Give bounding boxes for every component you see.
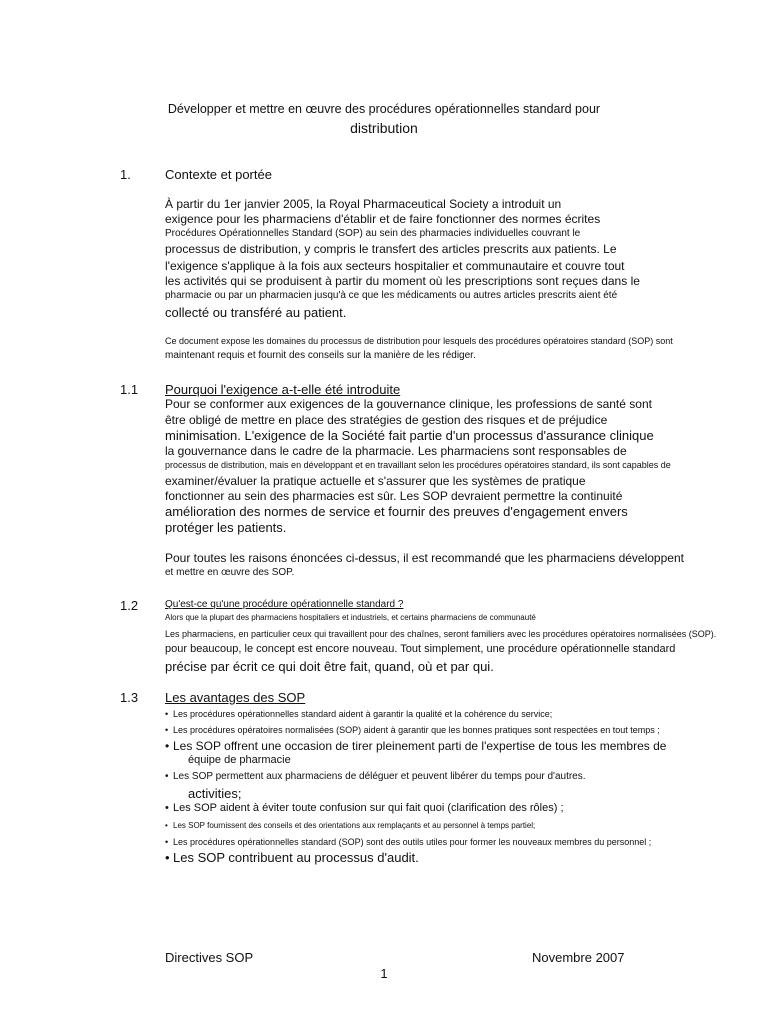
paragraph-line: collecté ou transféré au patient. — [165, 305, 347, 320]
list-item-text: Les procédures opératoires normalisées (SOP) aident à garantir que les bonnes pratiques sont respectées en tout temps ; — [173, 725, 660, 735]
section-heading: Contexte et portée — [165, 167, 272, 182]
list-item-text: Les procédures opérationnelles standard aident à garantir la qualité et la cohérence du service; — [173, 709, 553, 719]
paragraph-line: protéger les patients. — [165, 520, 287, 535]
paragraph-line: être obligé de mettre en place des stratégies de gestion des risques et de préjudice — [165, 413, 608, 427]
paragraph-line: minimisation. L'exigence de la Société fait partie d'un processus d'assurance clinique — [165, 428, 654, 443]
list-item-text: Les SOP fournissent des conseils et des orientations aux remplaçants et au personnel à temps partiel; — [173, 821, 536, 830]
paragraph-line: processus de distribution, mais en développant et en travaillant selon les procédures opératoires standard, ils sont capables de — [165, 460, 671, 470]
section-number: 1.3 — [120, 690, 139, 705]
list-item-continuation: équipe de pharmacie — [188, 754, 291, 766]
paragraph-line: Ce document expose les domaines du processus de distribution pour lesquels des procédures opératoires standard (SOP) sont — [165, 336, 673, 346]
paragraph-line: exigence pour les pharmaciens d'établir et de faire fonctionner des normes écrites — [165, 212, 601, 226]
paragraph-line: précise par écrit ce qui doit être fait, quand, où et par qui. — [165, 659, 494, 674]
list-item-text: Les SOP offrent une occasion de tirer pleinement parti de l'expertise de tous les membres de — [173, 739, 667, 753]
paragraph-line: maintenant requis et fournit des conseils sur la manière de les rédiger. — [165, 350, 476, 361]
list-item — [165, 837, 651, 847]
footer-title: Directives SOP — [165, 950, 254, 965]
bullet-icon: • — [165, 802, 169, 814]
paragraph-line: amélioration des normes de service et fournir des preuves d'engagement envers — [165, 504, 628, 519]
section-heading: Pourquoi l'exigence a-t-elle été introduite — [165, 382, 401, 397]
paragraph-line: Alors que la plupart des pharmaciens hospitaliers et industriels, et certains pharmaciens de communauté — [165, 613, 536, 622]
paragraph-line: Pour se conformer aux exigences de la gouvernance clinique, les professions de santé sont — [165, 397, 652, 411]
paragraph-line: processus de distribution, y compris le transfert des articles prescrits aux patients. Le — [165, 242, 617, 256]
paragraph-line: les activités qui se produisent à partir du moment où les prescriptions sont reçues dans le — [165, 274, 640, 288]
list-item — [165, 850, 419, 865]
bullet-icon: • — [165, 850, 170, 865]
list-item — [165, 821, 535, 830]
paragraph-line: pharmacie ou par un pharmacien jusqu'à ce que les médicaments ou autres articles prescrits aient été — [165, 290, 618, 301]
section-heading: Les avantages des SOP — [165, 690, 306, 705]
paragraph-line: fonctionner au sein des pharmacies est sûr. Les SOP devraient permettre la continuité — [165, 489, 623, 503]
list-item-text: Les SOP aident à éviter toute confusion sur qui fait quoi (clarification des rôles) ; — [173, 802, 564, 814]
paragraph-line: Les pharmaciens, en particulier ceux qui travaillent pour des chaînes, seront familiers avec les procédures opératoires normalisées (SOP). — [165, 629, 717, 639]
paragraph-line: l'exigence s'applique à la fois aux secteurs hospitalier et communautaire et couvre tout — [165, 259, 625, 273]
bullet-icon: • — [165, 725, 169, 735]
page-number: 1 — [380, 966, 388, 981]
list-item-text: Les SOP permettent aux pharmaciens de déléguer et peuvent libérer du temps pour d'autres. — [173, 771, 586, 782]
bullet-icon: • — [165, 771, 169, 782]
bullet-icon: • — [165, 709, 169, 719]
document-title: Développer et mettre en œuvre des procédures opérationnelles standard pour — [167, 102, 601, 116]
section-number: 1.2 — [120, 598, 139, 613]
bullet-icon: • — [165, 837, 169, 847]
footer-date: Novembre 2007 — [532, 950, 625, 965]
list-item-continuation: activities; — [188, 786, 242, 801]
list-item — [165, 802, 564, 814]
list-item — [165, 709, 552, 719]
paragraph-line: Procédures Opérationnelles Standard (SOP) au sein des pharmacies individuelles couvrant le — [165, 228, 581, 239]
list-item-text: Les procédures opérationnelles standard (SOP) sont des outils utiles pour former les nouveaux membres du personnel ; — [173, 837, 652, 847]
bullet-icon: • — [165, 821, 168, 830]
paragraph-line: Pour toutes les raisons énoncées ci-dessus, il est recommandé que les pharmaciens développent — [165, 551, 684, 565]
section-heading: Qu'est-ce qu'une procédure opérationnelle standard ? — [165, 599, 404, 610]
document-title-continued: distribution — [350, 120, 418, 136]
paragraph-line: pour beaucoup, le concept est encore nouveau. Tout simplement, une procédure opérationnelle standard — [165, 643, 676, 655]
paragraph-line: et mettre en œuvre des SOP. — [165, 567, 295, 578]
section-number: 1.1 — [120, 382, 139, 397]
paragraph-line: À partir du 1er janvier 2005, la Royal Pharmaceutical Society a introduit un — [165, 197, 562, 211]
list-item-text: Les SOP contribuent au processus d'audit. — [173, 850, 419, 865]
bullet-icon: • — [165, 739, 170, 753]
list-item — [165, 771, 586, 782]
section-number: 1. — [120, 167, 131, 182]
paragraph-line: la gouvernance dans le cadre de la pharmacie. Les pharmaciens sont responsables de — [165, 444, 627, 458]
paragraph-line: examiner/évaluer la pratique actuelle et s'assurer que les systèmes de pratique — [165, 474, 586, 488]
list-item — [165, 739, 666, 753]
list-item — [165, 725, 660, 735]
